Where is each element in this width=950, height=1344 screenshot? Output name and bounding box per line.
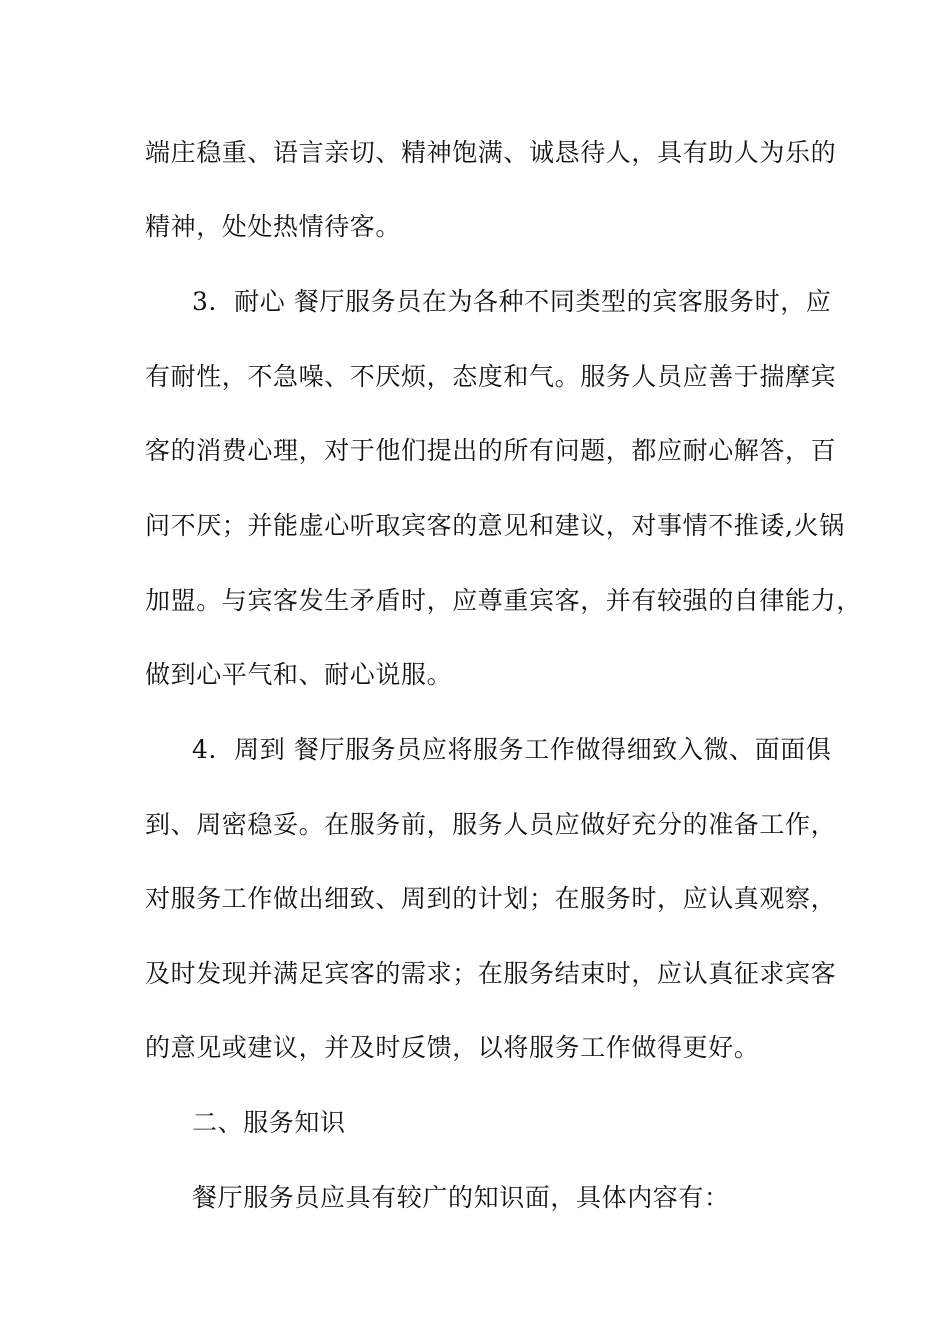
paragraph-first-line: 4．周到 餐厅服务员应将服务工作做得细致入微、面面俱 — [192, 735, 832, 764]
body-text-line: 的意见或建议，并及时反馈，以将服务工作做得更好。 — [145, 1033, 760, 1062]
body-text-line: 问不厌；并能虚心听取宾客的意见和建议，对事情不推诿,火锅 — [145, 511, 845, 540]
paragraph-first-line: 餐厅服务员应具有较广的知识面，具体内容有： — [192, 1183, 730, 1212]
body-text-line: 到、周密稳妥。在服务前，服务人员应做好充分的准备工作， — [145, 810, 837, 839]
body-text-line: 对服务工作做出细致、周到的计划；在服务时，应认真观察， — [145, 884, 837, 913]
section-heading: 二、服务知识 — [192, 1108, 346, 1137]
body-text-line: 端庄稳重、语言亲切、精神饱满、诚恳待人，具有助人为乐的 — [145, 138, 837, 167]
body-text-line: 做到心平气和、耐心说服。 — [145, 660, 453, 689]
paragraph-first-line: 3．耐心 餐厅服务员在为各种不同类型的宾客服务时，应 — [192, 287, 832, 316]
body-text-line: 加盟。与宾客发生矛盾时，应尊重宾客，并有较强的自律能力， — [145, 586, 862, 615]
body-text-line: 精神，处处热情待客。 — [145, 212, 402, 241]
body-text-line: 客的消费心理，对于他们提出的所有问题，都应耐心解答，百 — [145, 436, 837, 465]
body-text-line: 及时发现并满足宾客的需求；在服务结束时，应认真征求宾客 — [145, 959, 837, 988]
body-text-line: 有耐性，不急噪、不厌烦，态度和气。服务人员应善于揣摩宾 — [145, 362, 837, 391]
